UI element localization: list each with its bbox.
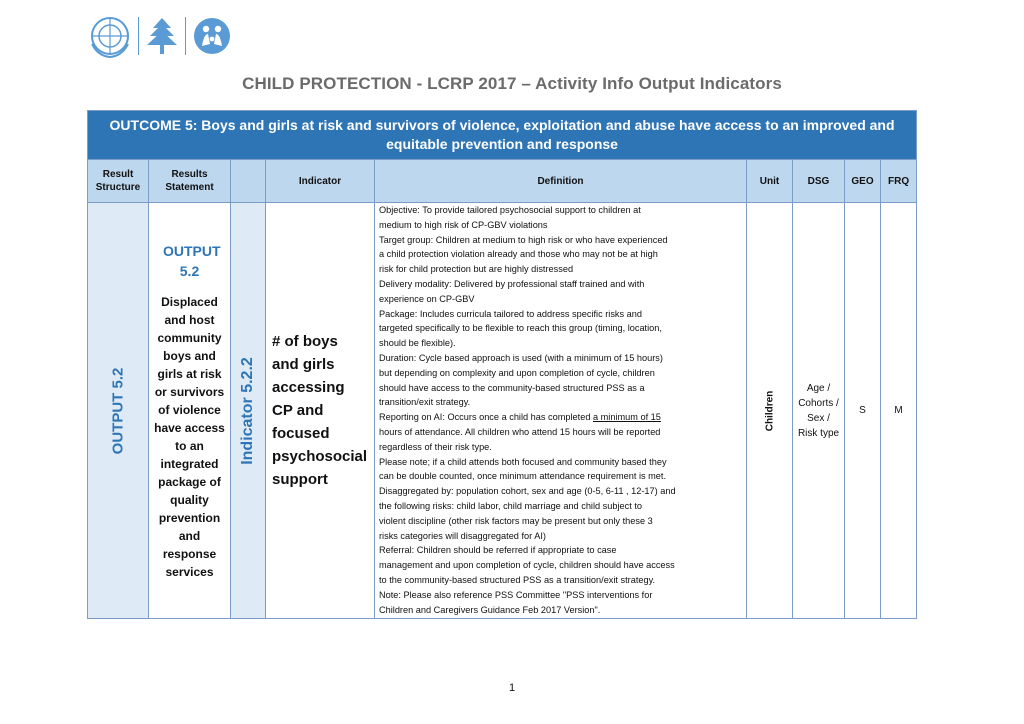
header-indicator-id	[231, 160, 266, 203]
indicator-id-cell	[231, 203, 266, 619]
definition-line: Referral: Children should be referred if appropriate to case	[379, 545, 617, 556]
definition-underlined: a minimum of 15	[592, 412, 661, 423]
definition-line: transition/exit strategy.	[379, 397, 471, 408]
definition-line: Note: Please also reference PSS Committee "PSS interventions for	[379, 589, 653, 600]
definition-cell	[375, 203, 747, 619]
definition-line: should be flexible).	[379, 338, 456, 349]
definition-line: experience on CP-GBV	[379, 293, 475, 304]
header-definition: Definition	[375, 160, 747, 203]
definition-line: Objective: To provide tailored psychosocial support to children at	[379, 205, 641, 215]
header-result-structure: Result Structure	[88, 160, 149, 203]
unit-label: Children	[764, 390, 775, 431]
definition-line: but depending on complexity and upon completion of cycle, children	[379, 367, 655, 378]
definition-line: can be double counted, once minimum attendance requirement is met.	[379, 471, 667, 482]
result-structure-cell	[88, 203, 149, 619]
definition-line: medium to high risk of CP-GBV violations	[379, 219, 548, 230]
header-dsg: DSG	[793, 160, 845, 203]
results-statement-cell	[149, 203, 231, 619]
partner-logos	[88, 14, 232, 58]
definition-line: hours of attendance. All children who attend 15 hours will be reported	[379, 426, 661, 437]
definition-line: Target group: Children at medium to high risk or who have experienced	[379, 234, 668, 245]
indicator-cell: # of boys and girls accessing CP and focused psychosocial support	[266, 203, 375, 619]
indicator-id-label: Indicator 5.2.2	[239, 356, 256, 465]
frq-cell: M	[881, 203, 917, 619]
definition-line: risk for child protection but are highly distressed	[379, 264, 574, 275]
definition-line: management and upon completion of cycle, children should have access	[379, 560, 675, 571]
definition-text	[379, 203, 742, 617]
definition-line: Delivery modality: Delivered by professional staff trained and with	[379, 278, 645, 289]
header-frq: FRQ	[881, 160, 917, 203]
result-structure-label: OUTPUT 5.2	[109, 367, 127, 454]
definition-line: risks categories will disaggregated for AI)	[379, 530, 546, 541]
definition-line: regardless of their risk type.	[379, 441, 492, 452]
definition-line: Reporting on AI: Occurs once a child has completed a minimum of 15	[379, 412, 661, 423]
outcome-header: OUTCOME 5: Boys and girls at risk and survivors of violence, exploitation and abuse have access to an improved and equitable prevention and response	[88, 111, 917, 160]
header-geo: GEO	[845, 160, 881, 203]
header-unit: Unit	[747, 160, 793, 203]
indicator-table	[87, 110, 917, 619]
definition-line: should have access to the community-based structured PSS as a	[379, 382, 645, 393]
un-emblem-icon	[88, 14, 132, 58]
page-number: 1	[508, 682, 516, 694]
definition-line: violent discipline (other risk factors may be present but only these 3	[379, 515, 653, 526]
header-indicator: Indicator	[266, 160, 375, 203]
definition-line: a child protection violation already and those who may not be at high	[379, 249, 658, 260]
column-header-row	[88, 160, 917, 203]
dsg-cell: Age / Cohorts / Sex / Risk type	[793, 203, 845, 619]
definition-line: targeted specifically to be flexible to reach this group (timing, location,	[379, 323, 662, 334]
output-statement: Displaced and host community boys and girls at risk or survivors of violence have access to an integrated package of quality prevention and response services	[154, 294, 225, 579]
table-row	[88, 203, 917, 619]
document-title: CHILD PROTECTION - LCRP 2017 – Activity Info Output Indicators	[242, 74, 782, 93]
definition-line: Please note; if a child attends both focused and community based they	[379, 456, 667, 467]
geo-cell: S	[845, 203, 881, 619]
definition-line: to the community-based structured PSS as a transition/exit strategy.	[379, 574, 656, 585]
output-label: OUTPUT 5.2	[163, 242, 221, 279]
definition-line: Duration: Cycle based approach is used (with a minimum of 15 hours)	[379, 352, 663, 363]
logo-divider	[185, 17, 186, 55]
logo-divider	[138, 17, 139, 55]
definition-line: Disaggregated by: population cohort, sex and age (0-5, 6-11 , 12-17) and	[379, 486, 676, 497]
header-results-statement: Results Statement	[149, 160, 231, 203]
unicef-family-icon	[192, 14, 232, 58]
definition-line: Children and Caregivers Guidance Feb 2017 Version".	[379, 604, 601, 615]
definition-line: the following risks: child labor, child marriage and child subject to	[379, 500, 642, 511]
lebanon-cedar-icon	[145, 14, 179, 58]
definition-line: Package: Includes curricula tailored to address specific risks and	[379, 308, 642, 319]
unit-cell	[747, 203, 793, 619]
